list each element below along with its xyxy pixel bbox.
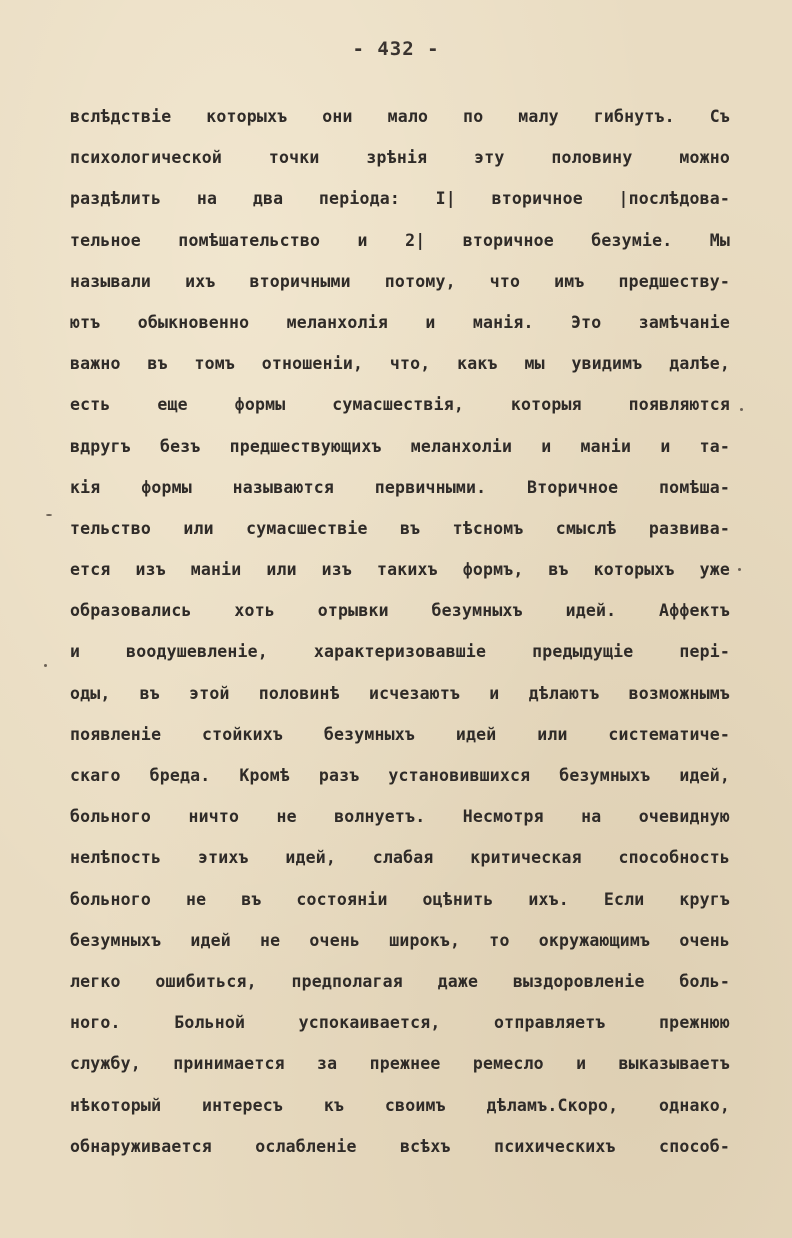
text-line: нелѣпость этихъ идей, слабая критическая способность xyxy=(70,848,730,868)
text-line: безумныхъ идей не очень широкъ, то окружающимъ очень xyxy=(70,930,730,950)
text-line: психологической точки зрѣнія эту половину можно xyxy=(70,148,730,168)
text-line: кія формы называются первичными. Вторичное помѣша- xyxy=(70,477,730,497)
text-line: образовались хоть отрывки безумныхъ идей. Аффектъ xyxy=(70,601,730,621)
text-line: появленіе стойкихъ безумныхъ идей или систематиче- xyxy=(70,724,730,744)
text-line: есть еще формы сумасшествія, которыя появляются xyxy=(70,395,730,415)
text-line: тельное помѣшательство и 2| вторичное безуміе. Мы xyxy=(70,230,730,250)
body-text xyxy=(70,96,730,1167)
text-line: тельство или сумасшествіе въ тѣсномъ смыслѣ развива- xyxy=(70,518,730,538)
text-line: вслѣдствіе которыхъ они мало по малу гибнутъ. Съ xyxy=(70,107,730,126)
text-line: вдругъ безъ предшествующихъ меланхоліи и маніи и та- xyxy=(70,436,730,456)
text-line: обнаруживается ослабленіе всѣхъ психическихъ способ- xyxy=(70,1136,730,1156)
paper-speck xyxy=(44,664,47,667)
text-line: скаго бреда. Кромѣ разъ установившихся безумныхъ идей, xyxy=(70,766,730,785)
text-line: ного. Больной успокаивается, отправляетъ прежнюю xyxy=(70,1013,730,1033)
paper-speck xyxy=(46,514,52,516)
text-line: оды, въ этой половинѣ исчезаютъ и дѣлаютъ возможнымъ xyxy=(70,683,730,703)
text-line: и воодушевленіе, характеризовавшіе предыдущіе пері- xyxy=(70,642,730,662)
text-line: ется изъ маніи или изъ такихъ формъ, въ которыхъ уже xyxy=(70,560,730,580)
text-line: называли ихъ вторичными потому, что имъ предшеству- xyxy=(70,271,730,291)
paper-speck xyxy=(740,408,743,411)
text-line: ютъ обыкновенно меланхолія и манія. Это замѣчаніе xyxy=(70,312,730,332)
text-line: нѣкоторый интересъ къ своимъ дѣламъ.Скоро, однако, xyxy=(70,1095,730,1115)
text-line: службу, принимается за прежнее ремесло и выказываетъ xyxy=(70,1054,730,1074)
text-line: больного не въ состояніи оцѣнить ихъ. Если кругъ xyxy=(70,889,730,909)
text-line: легко ошибиться, предполагая даже выздоровленіе боль- xyxy=(70,971,730,991)
text-line: раздѣлить на два періода: I| вторичное |послѣдова- xyxy=(70,189,730,209)
page-number: - 432 - xyxy=(352,38,440,60)
text-line: больного ничто не волнуетъ. Несмотря на очевидную xyxy=(70,807,730,827)
paper-speck xyxy=(738,568,741,571)
text-line: важно въ томъ отношеніи, что, какъ мы увидимъ далѣе, xyxy=(70,354,730,374)
